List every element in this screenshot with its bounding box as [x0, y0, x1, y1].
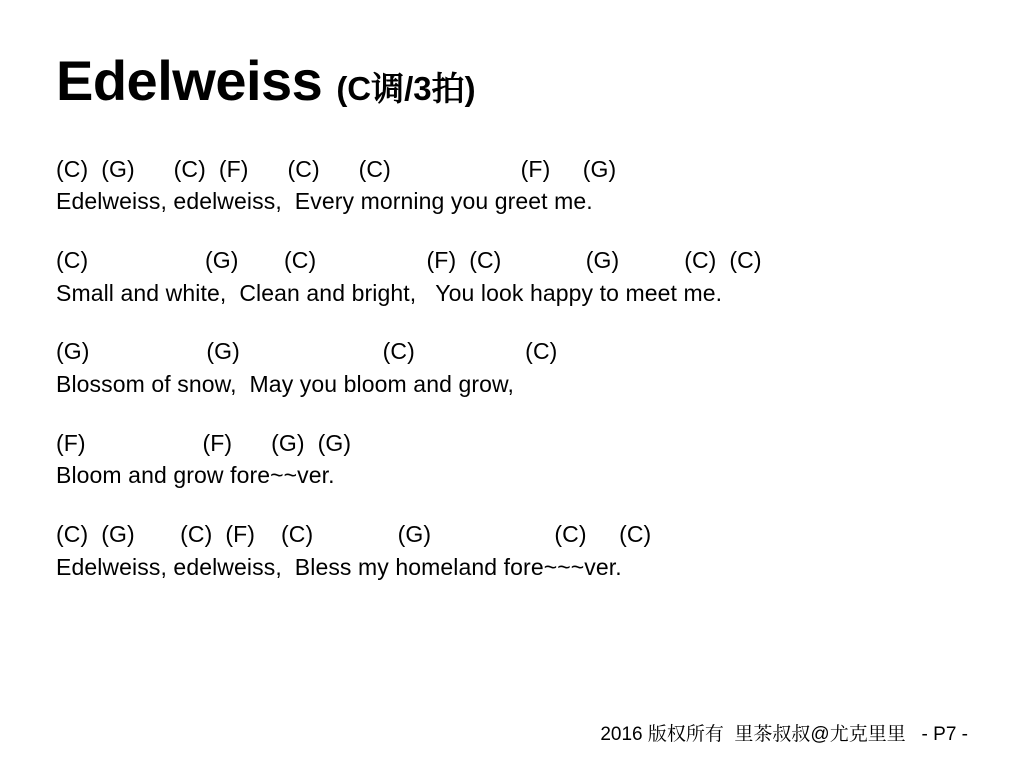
song-title: Edelweiss: [56, 49, 323, 112]
lyric-line: Blossom of snow, May you bloom and grow,: [56, 371, 514, 398]
chord-line: (F) (F) (G) (G): [56, 429, 352, 456]
lyric-line: Bloom and grow fore~~ver.: [56, 462, 335, 489]
page-title: [56, 49, 968, 112]
verse-block: [56, 335, 968, 400]
verse-list: [56, 153, 968, 584]
verse-block: [56, 518, 968, 583]
lyric-line: Small and white, Clean and bright, You look happy to meet me.: [56, 279, 723, 306]
chord-line: (C) (G) (C) (F) (C) (G) (C) (C): [56, 247, 762, 274]
verse-block: [56, 244, 968, 309]
lyric-line: Edelweiss, edelweiss, Bless my homeland fore~~~ver.: [56, 553, 622, 580]
lyric-line: Edelweiss, edelweiss, Every morning you greet me.: [56, 188, 593, 215]
slide-footer: 2016 版权所有 里茶叔叔@尤克里里 - P7 -: [600, 724, 968, 745]
verse-block: [56, 153, 968, 218]
song-key-meter: (C调/3拍): [336, 70, 476, 107]
chord-line: (C) (G) (C) (F) (C) (C) (F) (G): [56, 155, 617, 182]
verse-block: [56, 427, 968, 492]
chord-line: (G) (G) (C) (C): [56, 338, 558, 365]
chord-line: (C) (G) (C) (F) (C) (G) (C) (C): [56, 521, 652, 548]
